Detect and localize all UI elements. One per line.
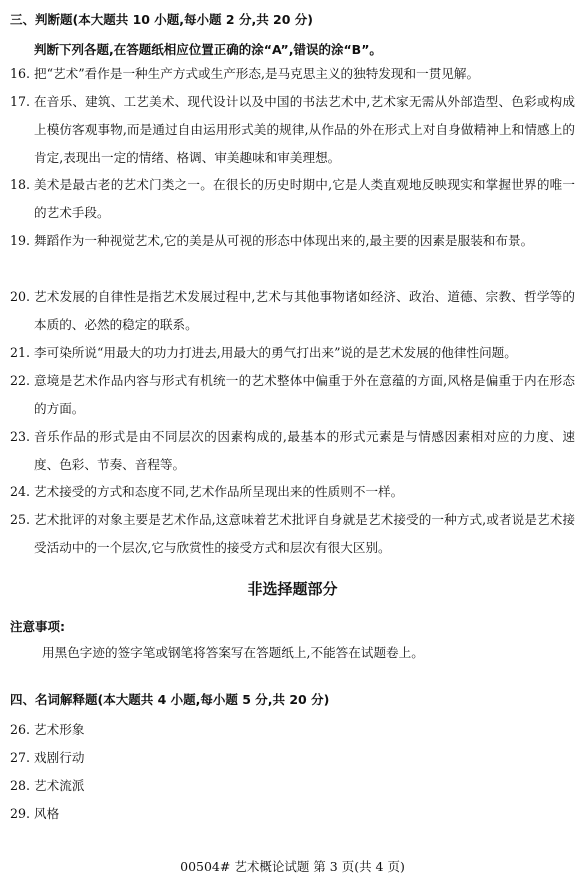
term-text: 风格 <box>34 806 60 821</box>
page-footer: 00504# 艺术概论试题 第 3 页(共 4 页) <box>180 859 405 874</box>
question-number: 18. <box>10 177 31 192</box>
question-text: 意境是艺术作品内容与形式有机统一的艺术整体中偏重于外在意蕴的方面,风格是偏重于内在形态的方面。 <box>34 373 575 416</box>
question-text: 李可染所说“用最大的功力打进去,用最大的勇气打出来”说的是艺术发展的他律性问题。 <box>34 345 517 360</box>
term-28 <box>10 775 84 794</box>
notes-heading: 注意事项: <box>10 619 65 634</box>
question-number: 23. <box>10 429 31 444</box>
question-text: 艺术批评的对象主要是艺术作品,这意味着艺术批评自身就是艺术接受的一种方式,或者说是艺术接受活动中的一个层次,它与欣赏性的接受方式和层次有很大区别。 <box>34 512 575 555</box>
section-4-heading: 四、名词解释题(本大题共 4 小题,每小题 5 分,共 20 分) <box>10 692 330 707</box>
question-number: 21. <box>10 345 31 360</box>
question-text: 舞蹈作为一种视觉艺术,它的美是从可视的形态中体现出来的,最主要的因素是服装和布景。 <box>34 233 534 248</box>
question-19 <box>10 227 575 255</box>
question-number: 16. <box>10 66 31 81</box>
question-text: 美术是最古老的艺术门类之一。在很长的历史时期中,它是人类直观地反映现实和掌握世界的唯一的艺术手段。 <box>34 177 575 220</box>
question-text: 把“艺术”看作是一种生产方式或生产形态,是马克思主义的独特发现和一贯见解。 <box>34 66 480 81</box>
term-number: 28. <box>10 778 31 793</box>
notes-body: 用黑色字迹的签字笔或钢笔将答案写在答题纸上,不能答在试题卷上。 <box>42 645 424 660</box>
term-29 <box>10 803 59 822</box>
question-18 <box>10 171 575 227</box>
question-number: 20. <box>10 289 31 304</box>
term-number: 29. <box>10 806 31 821</box>
question-text: 艺术发展的自律性是指艺术发展过程中,艺术与其他事物诸如经济、政治、道德、宗教、哲学等的本质的、必然的稳定的联系。 <box>34 289 575 332</box>
question-number: 22. <box>10 373 31 388</box>
question-number: 25. <box>10 512 31 527</box>
question-22 <box>10 367 575 423</box>
question-25 <box>10 506 575 562</box>
question-16 <box>10 60 575 88</box>
question-number: 17. <box>10 94 31 109</box>
question-21 <box>10 339 575 367</box>
question-23 <box>10 423 575 479</box>
section-3-heading: 三、判断题(本大题共 10 小题,每小题 2 分,共 20 分) <box>10 12 314 27</box>
question-17 <box>10 88 575 172</box>
term-number: 27. <box>10 750 31 765</box>
term-27 <box>10 747 84 766</box>
question-text: 艺术接受的方式和态度不同,艺术作品所呈现出来的性质则不一样。 <box>34 484 404 499</box>
term-26 <box>10 719 84 738</box>
term-text: 艺术形象 <box>34 722 85 737</box>
question-20 <box>10 283 575 339</box>
section-3-instruction: 判断下列各题,在答题纸相应位置正确的涂“A”,错误的涂“B”。 <box>34 42 382 57</box>
term-text: 艺术流派 <box>34 778 85 793</box>
question-text: 音乐作品的形式是由不同层次的因素构成的,最基本的形式元素是与情感因素相对应的力度、速度、色彩、节奏、音程等。 <box>34 429 575 472</box>
term-number: 26. <box>10 722 31 737</box>
question-24 <box>10 478 575 506</box>
part-title: 非选择题部分 <box>247 580 338 598</box>
question-number: 19. <box>10 233 31 248</box>
question-number: 24. <box>10 484 31 499</box>
question-text: 在音乐、建筑、工艺美术、现代设计以及中国的书法艺术中,艺术家无需从外部造型、色彩或构成上模仿客观事物,而是通过自由运用形式美的规律,从作品的外在形式上对自身做精神上和情感上的肯定,表现出一定的情绪、格调、审美趣味和审美理想。 <box>34 94 575 165</box>
term-text: 戏剧行动 <box>34 750 85 765</box>
